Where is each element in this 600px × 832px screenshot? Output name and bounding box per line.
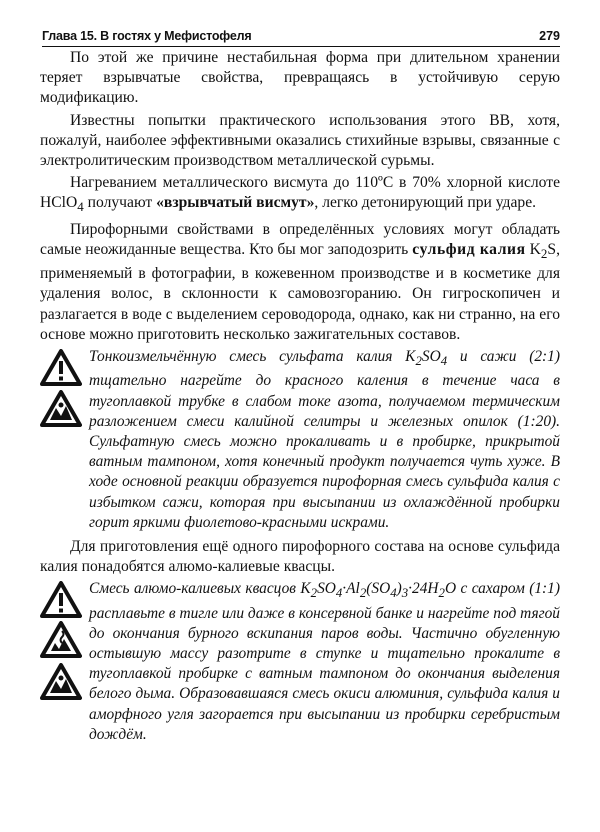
warning-text-1: Тонкоизмельчённую смесь сульфата калия $K_2SO_4$ и сажи (2:1) тщательно нагрейте до красного каления в течение часа в тугоплавкой трубке в слабом токе азота, получаемом термическим разложением смеси калийной селитры и железных опилок (1:20). Сульфатную смесь можно прокаливать и в пробирке, прикрытой ватным тампоном, хотя конечный продукт получается чуть хуже. В ходе основной реакции образуется пирофорная смесь сульфида калия с избытком сажи, которая при высыпании из охлаждённой пробирки горит яркими фиолетово-красными искрами. — [89, 348, 560, 531]
hazard-triangle-icon — [40, 390, 82, 428]
explosive-bismuth-term: «взрывчатый висмут» — [156, 194, 315, 212]
paragraph-3: Нагреванием металлического висмута до 110ºC в 70% хлорной кислоте HClO$_4$ получают «взрывчатый висмут», легко детонирующий при ударе. — [40, 174, 560, 215]
potassium-sulfide-term: сульфид калия — [412, 240, 526, 258]
paragraph-5: Для приготовления ещё одного пирофорного состава на основе сульфида калия понадобятся алюмо-калиевые квасцы. — [40, 537, 560, 576]
warning-block-1 — [40, 347, 560, 533]
warning-triangle-icon — [40, 581, 82, 619]
warning-triangle-icon — [40, 349, 82, 387]
page-number: 279 — [539, 29, 560, 43]
page-header — [42, 24, 560, 47]
paragraph-2: Известны попытки практического использования этого ВВ, хотя, пожалуй, наиболее эффективными оказались стихийные взрывы, связанные с электролитическим производством металлической сурьмы. — [40, 111, 560, 170]
warning-text-2: Смесь алюмо-калиевых квасцов $K_2SO_4\cdot Al_2(SO_4)_3\cdot 24H_2O$ с сахаром (1:1) расплавьте в тигле или даже в консервной банке и нагрейте под тягой до окончания бурного вскипания паров воды. Частично обугленную остывшую массу разотрите в ступке и тщательно прокалите в тугоплавкой пробирке с ватным тампоном до окончания выделения белого дыма. Образовавшаяся смесь окиси алюминия, сульфида калия и аморфного угля загорается при высыпании из пробирки серебристым дождём. — [89, 580, 560, 743]
warning-icons-1 — [40, 347, 84, 428]
hazard-triangle-icon — [40, 621, 82, 659]
hazard-triangle-icon — [40, 663, 82, 701]
paragraph-4: Пирофорными свойствами в определённых условиях могут обладать самые неожиданные вещества. Кто бы мог заподозрить сульфид калия $K_2S$, применяемый в фотографии, в кожевенном производстве и в косметике для удаления волос, в склонности к самовозгоранию. Он гигроскопичен и разлагается в воде с выделением сероводорода, однако, как ни странно, на его основе можно приготовить несколько зажигательных составов. — [40, 220, 560, 343]
paragraph-1: По этой же причине нестабильная форма при длительном хранении теряет взрывчатые свойства, превращаясь в устойчивую серую модификацию. — [40, 49, 560, 107]
page-body — [40, 48, 560, 745]
warning-block-2 — [40, 579, 560, 745]
warning-icons-2 — [40, 579, 84, 701]
running-title: Глава 15. В гостях у Мефистофеля — [42, 29, 252, 43]
